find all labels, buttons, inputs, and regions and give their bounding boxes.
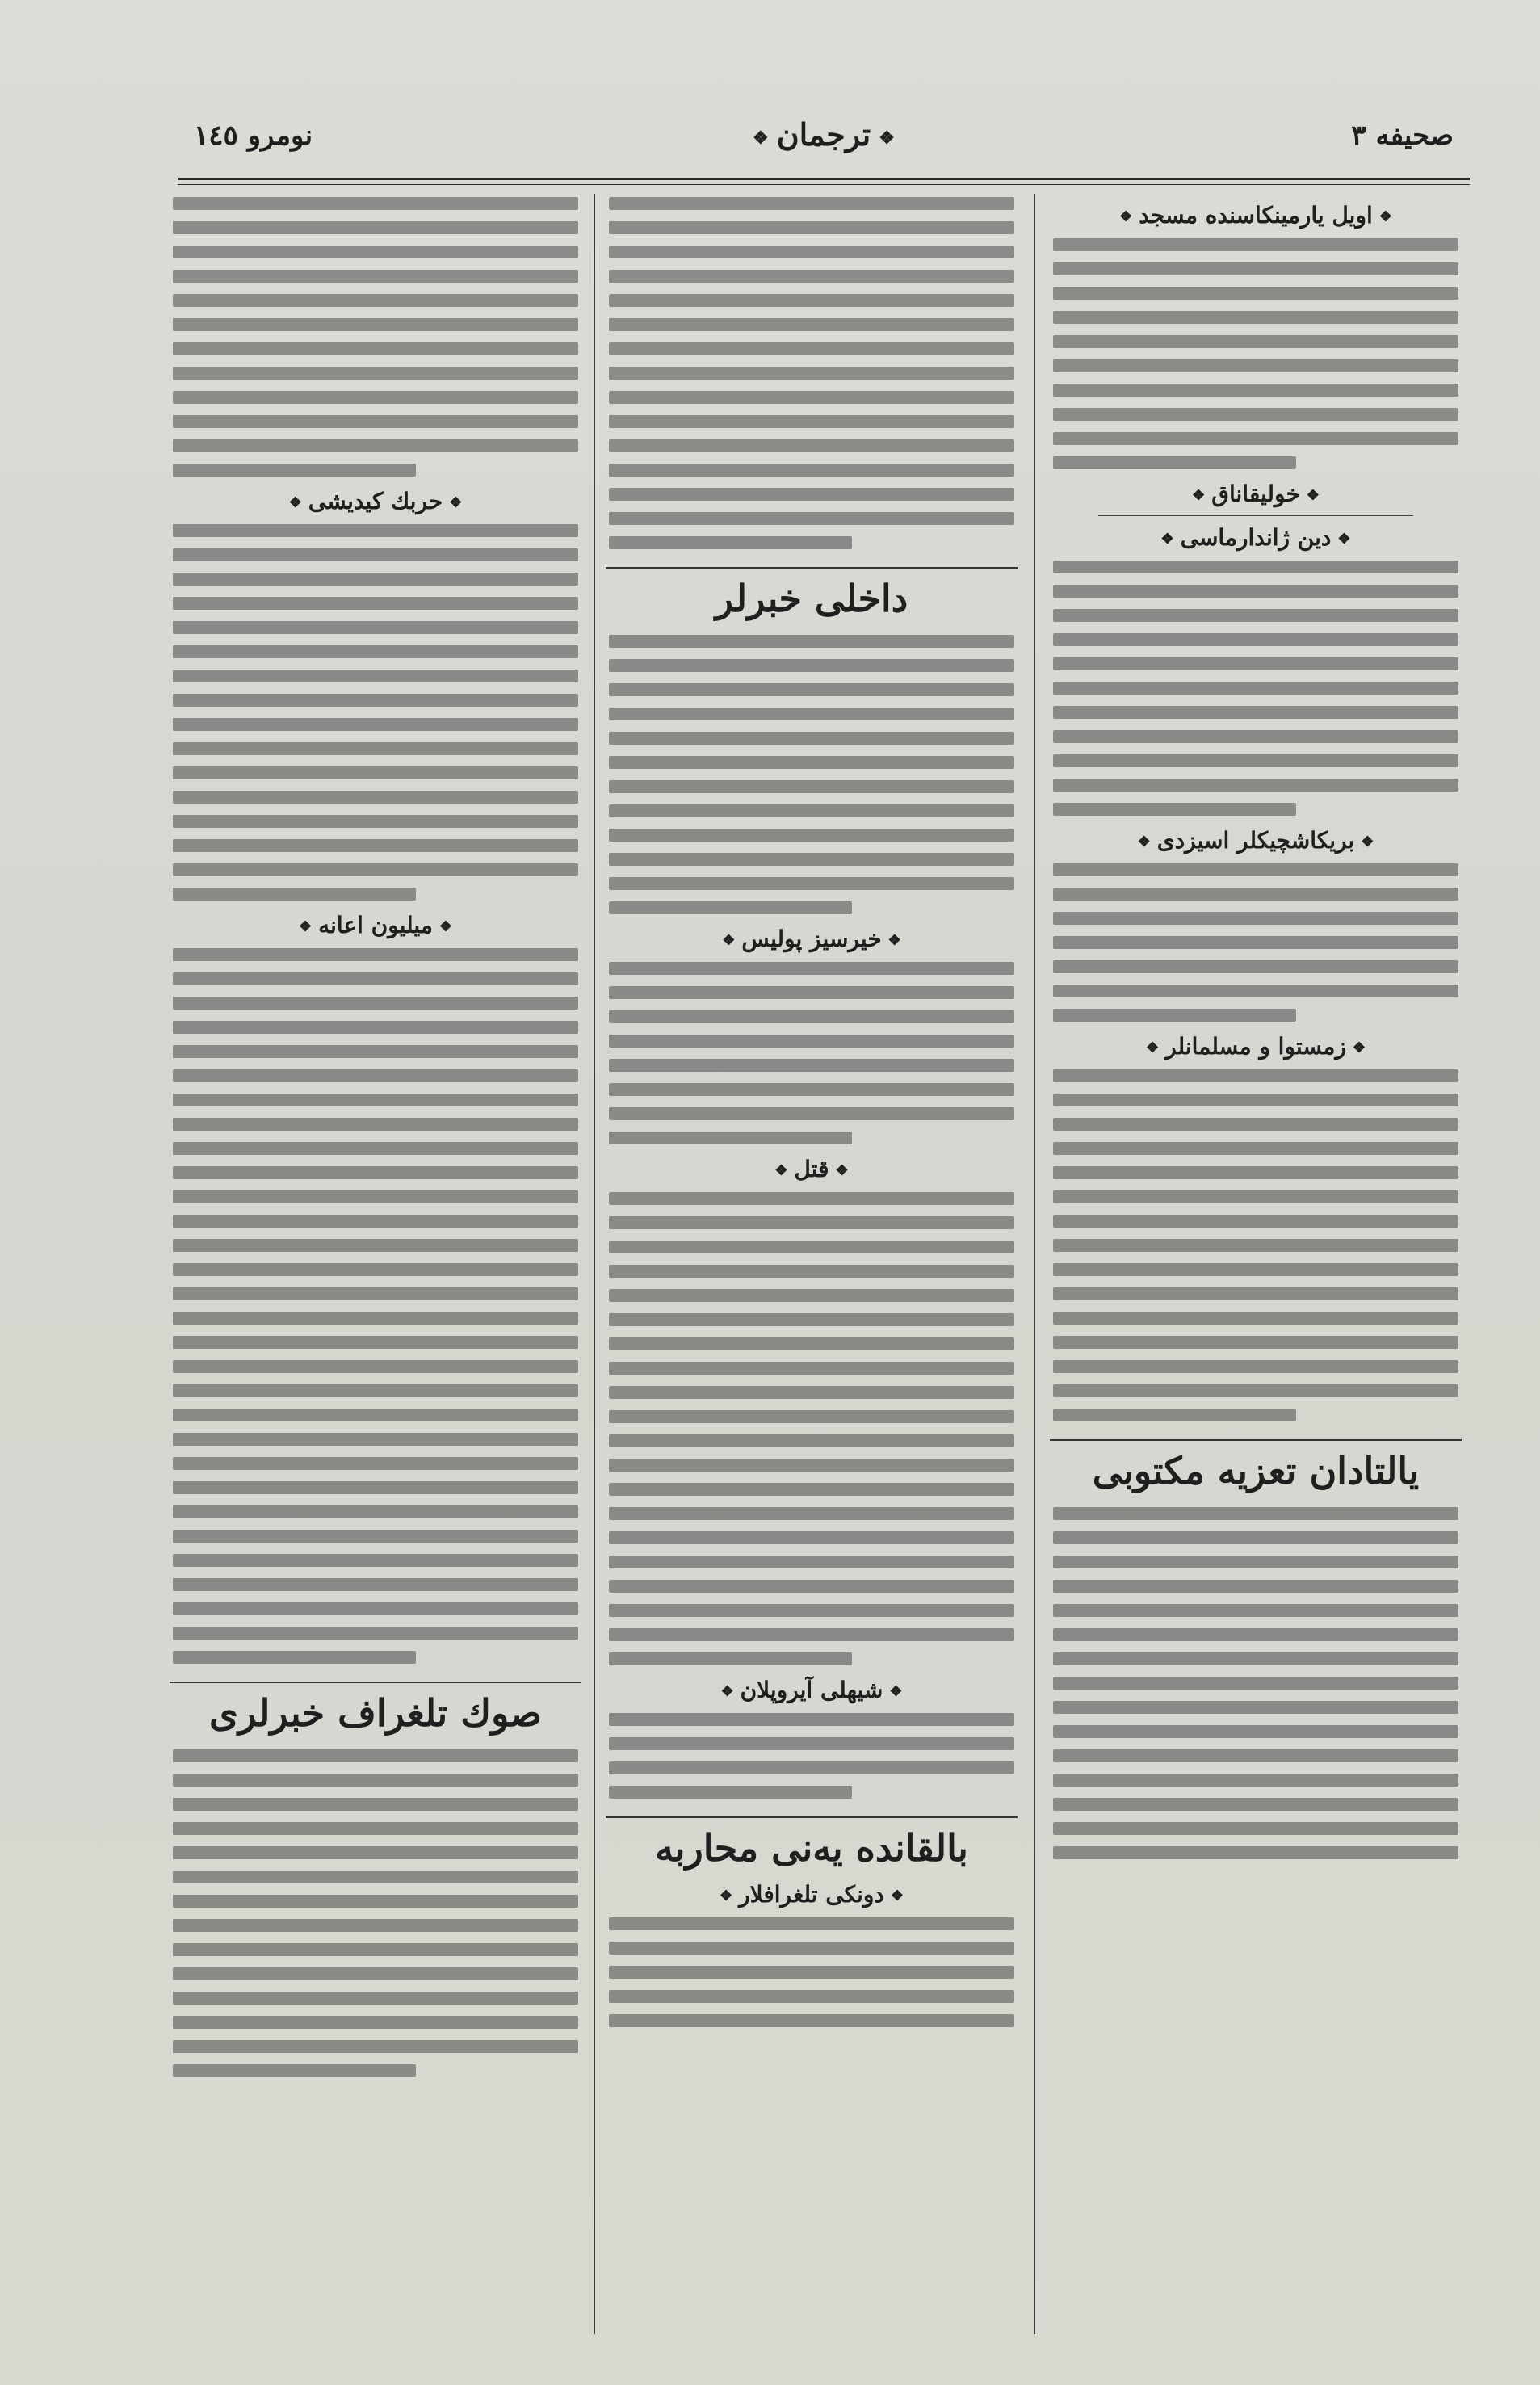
masthead-rule-thin [178,184,1470,185]
masthead-rule [178,178,1470,180]
column-divider-left [594,194,595,2334]
article-heading: ❖ خیرسیز پولیس ❖ [606,926,1018,952]
masthead [194,113,1454,170]
article-heading: ❖ بریکاشچیکلر اسیزدی ❖ [1050,827,1462,854]
section-heading: صوك تلغراف خبرلری [170,1682,581,1735]
section-heading: یالتادان تعزیه مکتوبی [1050,1439,1462,1493]
article-body [606,1189,1018,1669]
section-heading: بالقانده یه‌نی محاربه [606,1816,1018,1870]
article-body [1050,235,1462,472]
middle-column [606,194,1018,2334]
issue-label: نومرو ١٤٥ [194,120,313,152]
newspaper-title: ❖ ترجمان ❖ [745,116,903,153]
article-heading: ❖ قتل ❖ [606,1156,1018,1182]
article-body [606,1710,1018,1802]
section-heading: داخلی خبرلر [606,567,1018,620]
article-body [606,1914,1018,2030]
article-heading: ❖ دونکی تلغرافلار ❖ [606,1881,1018,1908]
page-label: صحیفه ٣ [1351,120,1454,152]
article-heading: ❖ دین ژاندارماسی ❖ [1050,524,1462,551]
article-body [1050,1066,1462,1425]
article-heading: ❖ حربك کیدیشی ❖ [170,488,581,514]
article-body [1050,1504,1462,1862]
column-divider-right [1034,194,1035,2334]
article-body [170,194,581,480]
article-body [606,194,1018,552]
article-body [170,1746,581,2081]
article-body [1050,557,1462,819]
article-body [606,959,1018,1148]
article-heading: ❖ شیهلی آیروپلان ❖ [606,1677,1018,1703]
left-column [170,194,581,2334]
article-heading: ❖ میلیون اعانه ❖ [170,912,581,938]
article-heading: ❖ اویل یارمینکاسنده مسجد ❖ [1050,202,1462,229]
separator [1098,515,1413,516]
article-body [170,945,581,1667]
article-body [170,521,581,904]
right-column [1050,194,1462,2334]
article-body [1050,860,1462,1025]
article-body [606,632,1018,917]
article-heading: ❖ خولیقاناق ❖ [1050,481,1462,507]
article-heading: ❖ زمستوا و مسلمانلر ❖ [1050,1033,1462,1060]
